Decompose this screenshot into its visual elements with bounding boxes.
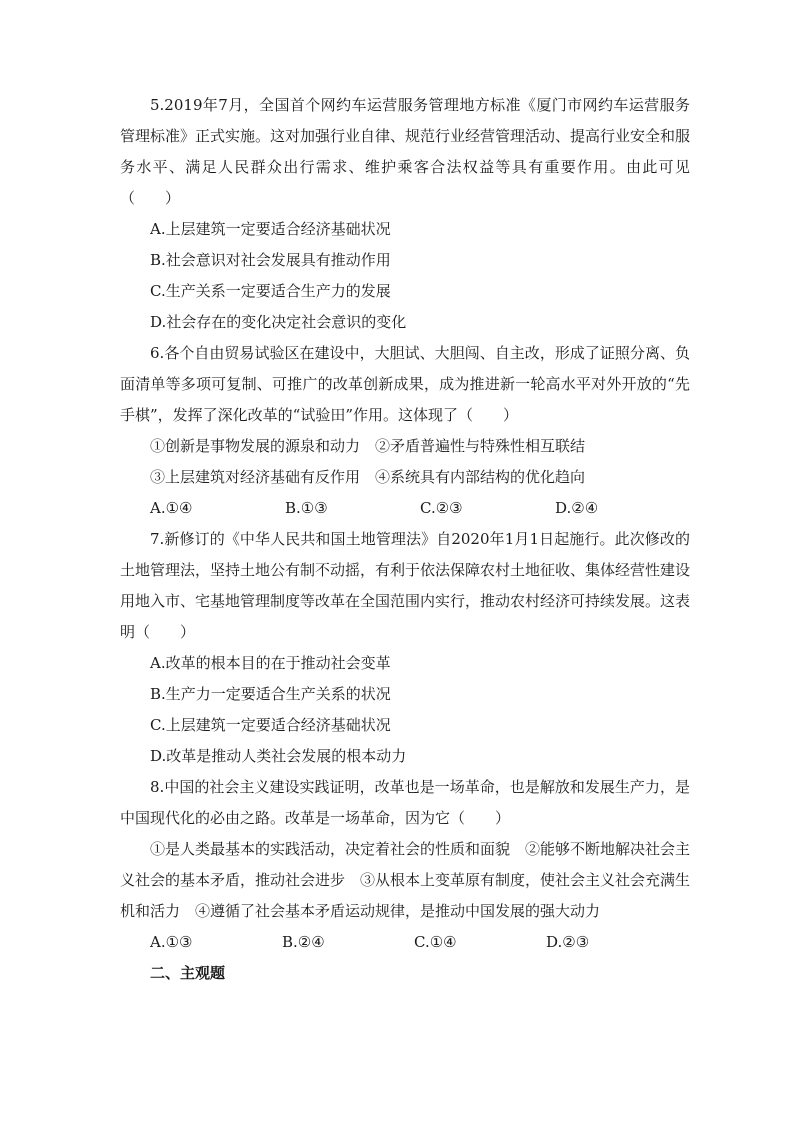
question-7-option-b: B.生产力一定要适合生产关系的状况 xyxy=(150,685,391,703)
question-6-option-c: C.②③ xyxy=(420,499,463,517)
question-7-option-c: C.上层建筑一定要适合经济基础状况 xyxy=(150,716,391,734)
question-7-option-d: D.改革是推动人类社会发展的根本动力 xyxy=(150,747,407,765)
question-content xyxy=(120,90,690,989)
question-5-option-a: A.上层建筑一定要适合经济基础状况 xyxy=(150,220,391,238)
question-6-option-b: B.①③ xyxy=(285,499,328,517)
question-5-option-c: C.生产关系一定要适合生产力的发展 xyxy=(150,282,391,300)
question-8-option-b: B.②④ xyxy=(282,933,325,951)
question-6-options xyxy=(120,493,690,524)
question-5-stem: 5.2019年7月，全国首个网约车运营服务管理地方标准《厦门市网约车运营服务管理标准》正式实施。这对加强行业自律、规范行业经营管理活动、提高行业安全和服务水平、满足人民群众出行需求、维护乘客合法权益等具有重要作用。由此可见（ ） xyxy=(120,96,691,207)
question-5-option-d: D.社会存在的变化决定社会意识的变化 xyxy=(150,313,407,331)
section-2-title: 二、主观题 xyxy=(150,964,226,982)
question-8-stem: 8.中国的社会主义建设实践证明，改革也是一场革命，也是解放和发展生产力，是中国现代化的必由之路。改革是一场革命，因为它（ ） xyxy=(120,778,690,827)
question-8-option-c: C.①④ xyxy=(414,933,457,951)
question-6-statements-3-4: ③上层建筑对经济基础有反作用 ④系统具有内部结构的优化趋向 xyxy=(150,468,586,486)
question-8-option-d: D.②③ xyxy=(546,933,590,951)
question-8-options xyxy=(120,927,690,958)
question-5-option-b: B.社会意识对社会发展具有推动作用 xyxy=(150,251,391,269)
question-6-statements-1-2: ①创新是事物发展的源泉和动力 ②矛盾普遍性与特殊性相互联结 xyxy=(150,437,586,455)
question-6-stem: 6.各个自由贸易试验区在建设中，大胆试、大胆闯、自主改，形成了证照分离、负面清单等多项可复制、可推广的改革创新成果，成为推进新一轮高水平对外开放的“先手棋”，发挥了深化改革的“试验田”作用。这体现了（ ） xyxy=(120,344,690,424)
question-8-option-a: A.①③ xyxy=(150,933,193,951)
question-6-option-d: D.②④ xyxy=(555,499,599,517)
question-8-statements: ①是人类最基本的实践活动，决定着社会的性质和面貌 ②能够不断地解决社会主义社会的基本矛盾，推动社会进步 ③从根本上变革原有制度，使社会主义社会充满生机和活力 ④遵循了社会基本矛盾运动规律，是推动中国发展的强大动力 xyxy=(120,840,691,920)
question-6-option-a: A.①④ xyxy=(150,499,193,517)
question-7-stem: 7.新修订的《中华人民共和国土地管理法》自2020年1月1日起施行。此次修改的土地管理法，坚持土地公有制不动摇，有利于依法保障农村土地征收、集体经营性建设用地入市、宅基地管理制度等改革在全国范围内实行，推动农村经济可持续发展。这表明（ ） xyxy=(120,530,691,641)
question-7-option-a: A.改革的根本目的在于推动社会变革 xyxy=(150,654,391,672)
